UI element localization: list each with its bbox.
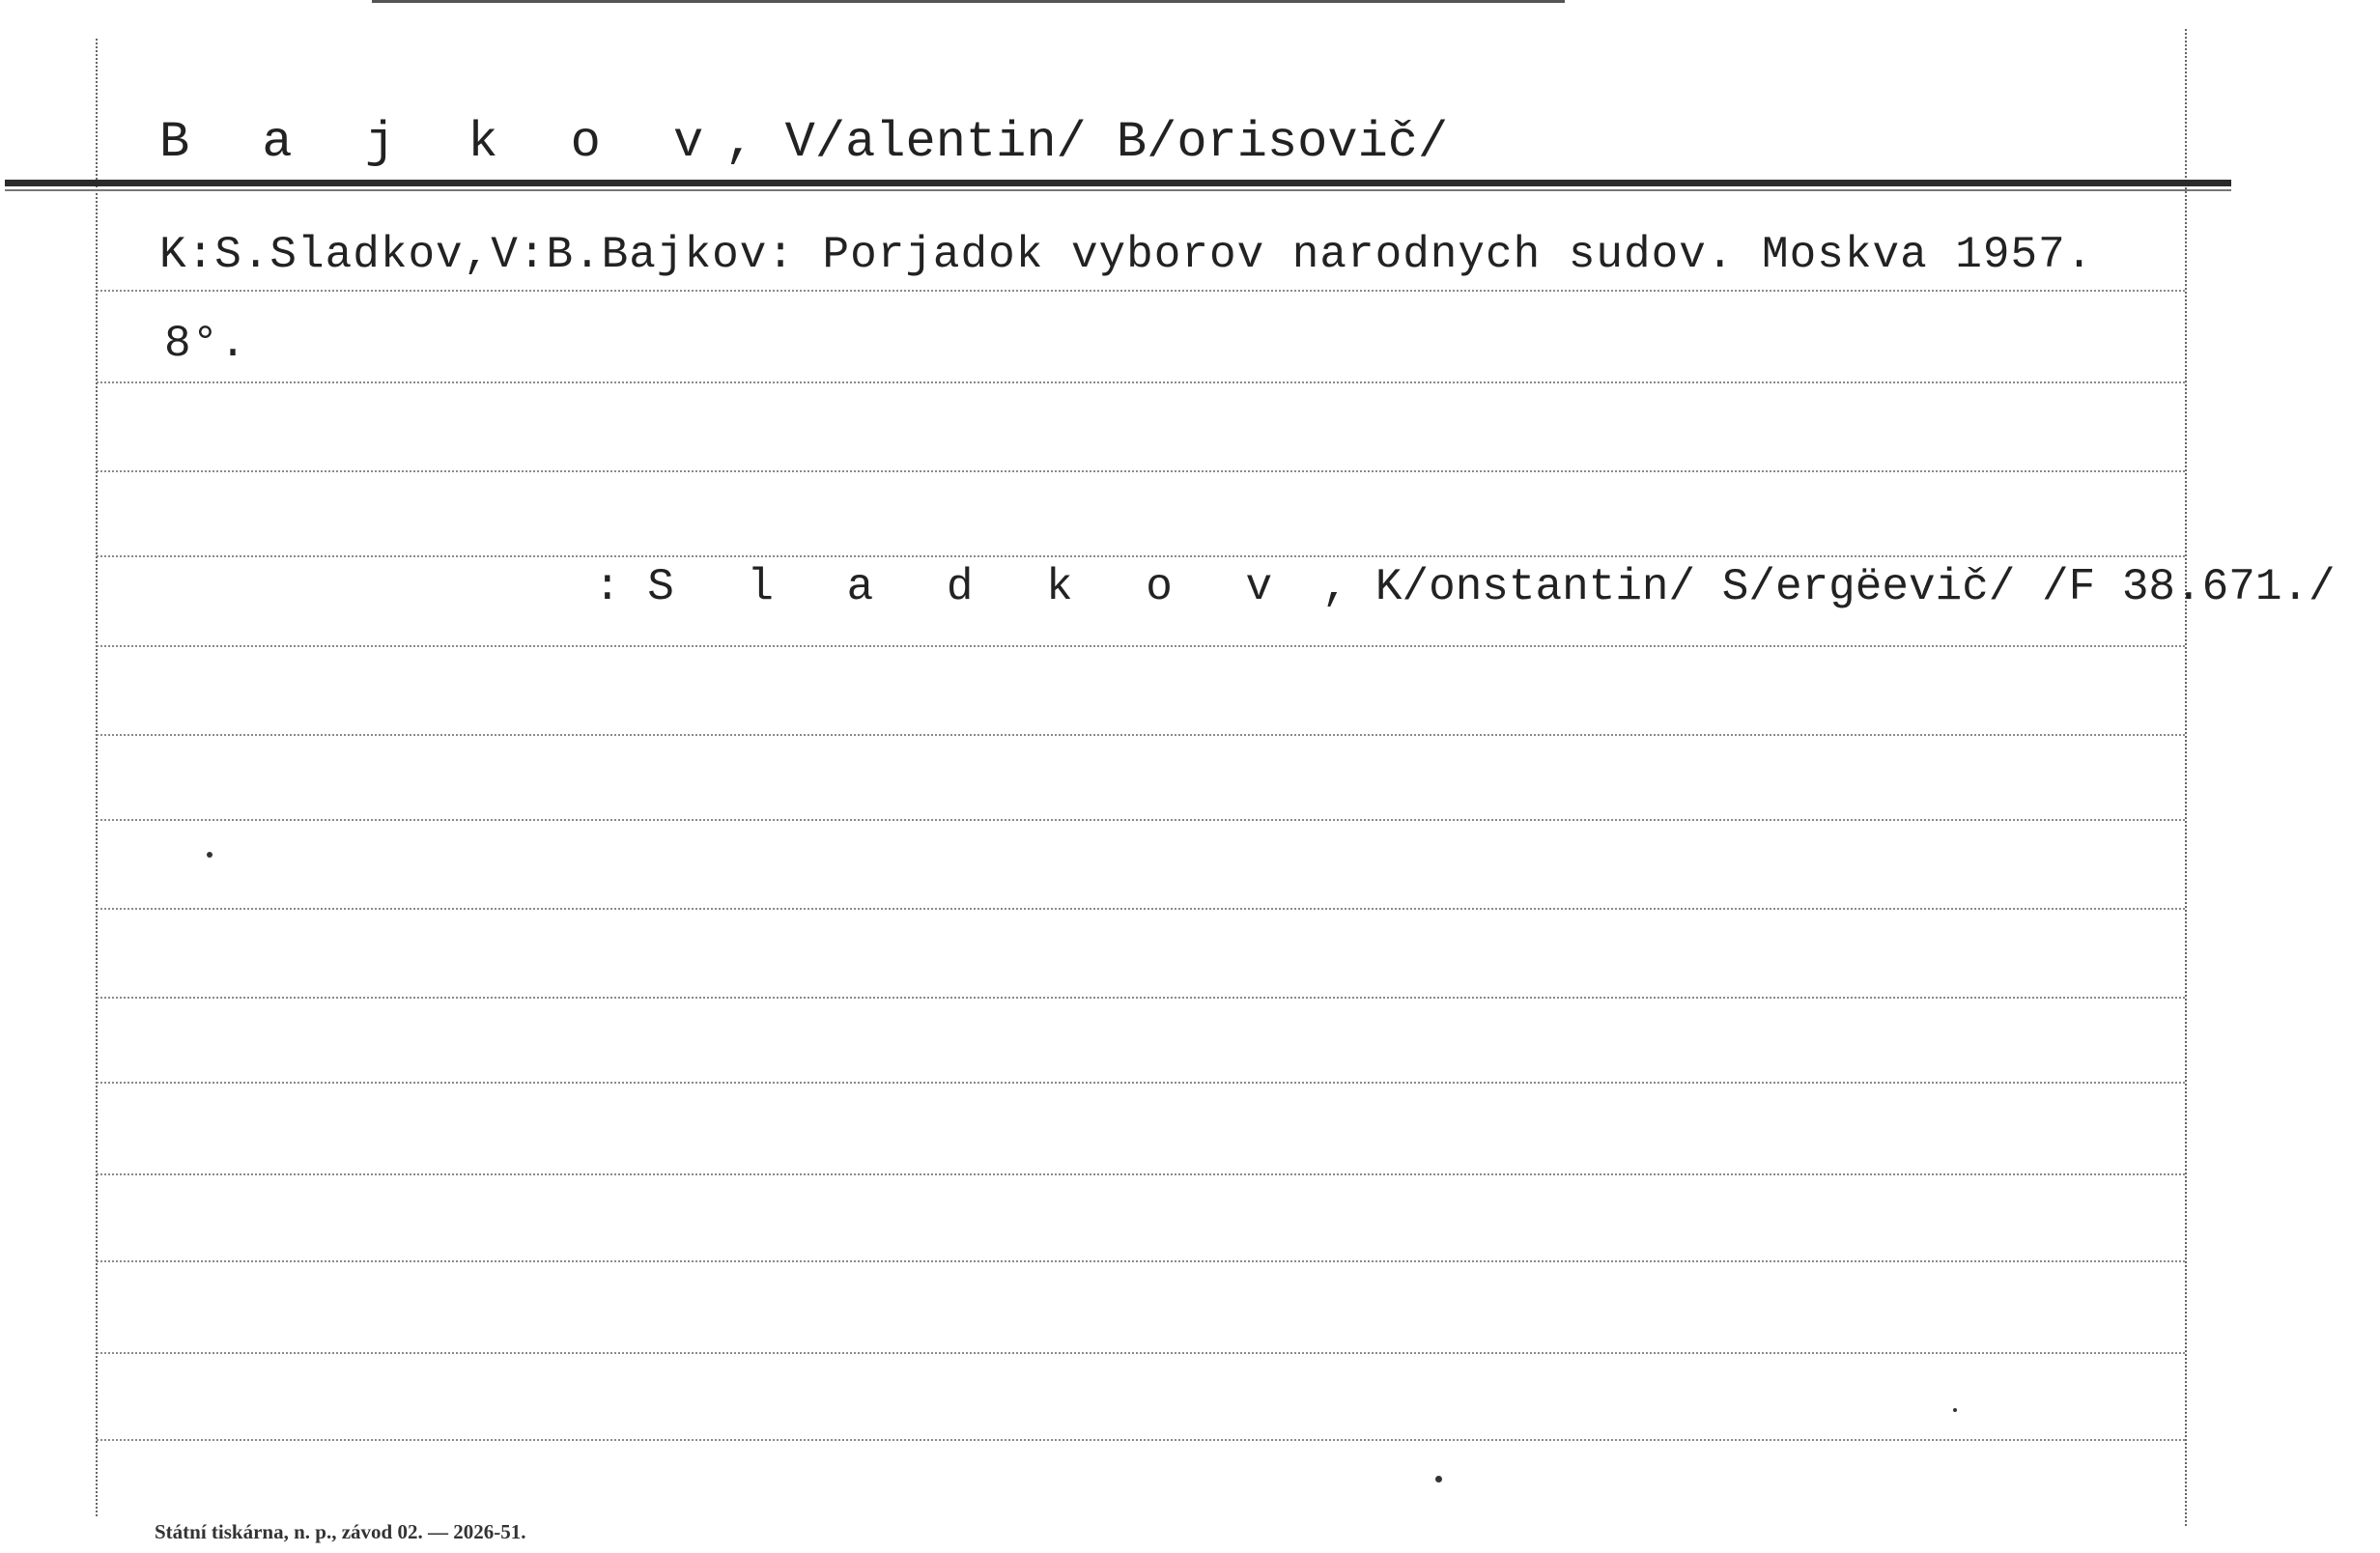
right-dotted-border bbox=[2185, 29, 2187, 1526]
cross-reference-surname: S l a d k o v bbox=[647, 562, 1296, 612]
ruled-line bbox=[97, 819, 2185, 821]
ink-speck bbox=[1435, 1476, 1442, 1482]
cross-reference-prefix: : bbox=[594, 562, 648, 612]
ruled-line bbox=[97, 1082, 2185, 1084]
ruled-line bbox=[97, 381, 2185, 383]
heading-given-names: , V/alentin/ B/orisovič/ bbox=[724, 114, 1449, 171]
cross-reference-rest: , K/onstantin/ S/ergëevič/ /F 38.671./ bbox=[1295, 562, 2336, 612]
heading-rule bbox=[5, 180, 2231, 186]
heading-rule-thin bbox=[5, 189, 2231, 191]
ruled-line bbox=[97, 1173, 2185, 1175]
left-dotted-border bbox=[96, 39, 98, 1516]
ruled-line bbox=[97, 645, 2185, 647]
ruled-line bbox=[97, 290, 2185, 292]
ink-speck bbox=[207, 852, 212, 858]
ruled-line bbox=[97, 734, 2185, 736]
ruled-line bbox=[97, 470, 2185, 472]
ruled-line bbox=[97, 1260, 2185, 1262]
heading-surname: B a j k o v bbox=[159, 114, 725, 171]
card-top-edge bbox=[372, 0, 1565, 3]
card-heading bbox=[159, 114, 1448, 171]
ruled-line bbox=[97, 908, 2185, 910]
entry-line-1: K:S.Sladkov,V:B.Bajkov: Porjadok vyborov narodnych sudov. Moskva 1957. bbox=[159, 230, 2094, 280]
printer-imprint: Státní tiskárna, n. p., závod 02. — 2026-51. bbox=[155, 1520, 526, 1543]
entry-line-2: 8°. bbox=[164, 319, 247, 369]
cross-reference bbox=[594, 562, 2336, 612]
ruled-line bbox=[97, 1439, 2185, 1441]
ruled-line bbox=[97, 997, 2185, 999]
ruled-line bbox=[97, 555, 2185, 557]
ruled-line bbox=[97, 1352, 2185, 1354]
ink-speck bbox=[1953, 1408, 1957, 1412]
